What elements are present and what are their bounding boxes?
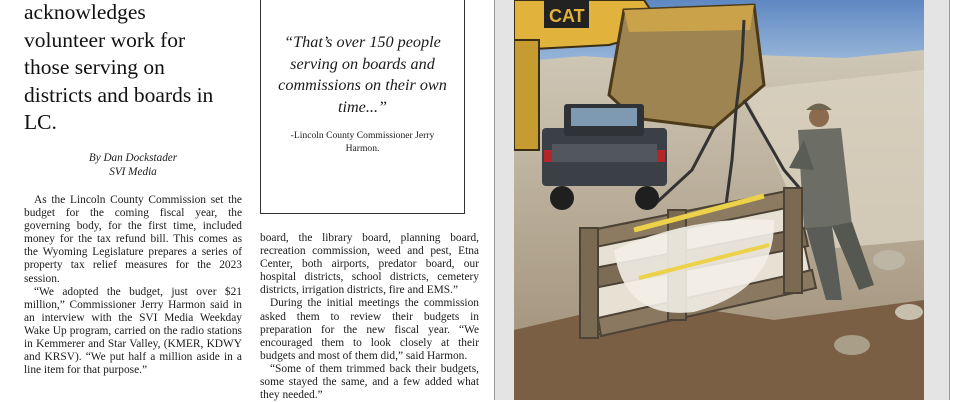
article-column-2 bbox=[260, 232, 479, 402]
article-paragraph: As the Lincoln County Commission set the budget for the coming fiscal year, the governing body, for the first time, included money for the tax refund bill. This comes as the Wyoming Legislature prepares a series of property tax relief measures for the 2023 session. bbox=[24, 194, 242, 285]
article-headline bbox=[24, 0, 254, 137]
excavator-crate-photo bbox=[514, 0, 924, 400]
headline-line: LC. bbox=[24, 110, 57, 134]
cat-logo: CAT bbox=[549, 6, 585, 26]
byline-org: SVI Media bbox=[109, 166, 157, 178]
pull-quote-attribution: -Lincoln County Commissioner Jerry Harmon. bbox=[290, 130, 435, 154]
headline-line: volunteer work for bbox=[24, 27, 186, 52]
news-photo bbox=[514, 0, 924, 400]
headline-line: those serving on bbox=[24, 55, 165, 79]
article-paragraph: During the initial meetings the commission asked them to review their budgets in preparation for the new fiscal year. “We encouraged them to look closely at their budgets and most of them did,” said Harmon. bbox=[260, 297, 479, 362]
headline-line: districts and boards in bbox=[24, 82, 214, 107]
pull-quote-box bbox=[260, 0, 465, 214]
article-column-1 bbox=[24, 194, 242, 377]
pull-quote-text: “That’s over 150 people serving on boards and commissions on their own time...” bbox=[278, 33, 447, 116]
headline-line: acknowledges bbox=[24, 0, 146, 24]
article-paragraph: board, the library board, planning board, recreation commission, weed and pest, Etna Center, both airports, predator board, our hospital districts, school districts, cemetery districts, irrigation districts, fire and EMS.” bbox=[260, 232, 479, 297]
byline-author: By Dan Dockstader bbox=[88, 152, 178, 164]
article-paragraph: “We adopted the budget, just over $21 million,” Commissioner Jerry Harmon said in an interview with the SVI Media Weekday Wake Up program, carried on the radio stations in Kemmerer and Star Valley, (KMER, KDWY and KRSV). “We put half a million aside in a line item for that purpose.” bbox=[24, 285, 242, 377]
byline bbox=[24, 151, 242, 179]
article-paragraph: “Some of them trimmed back their budgets, some stayed the same, and a few added what they needed.” bbox=[260, 362, 479, 402]
